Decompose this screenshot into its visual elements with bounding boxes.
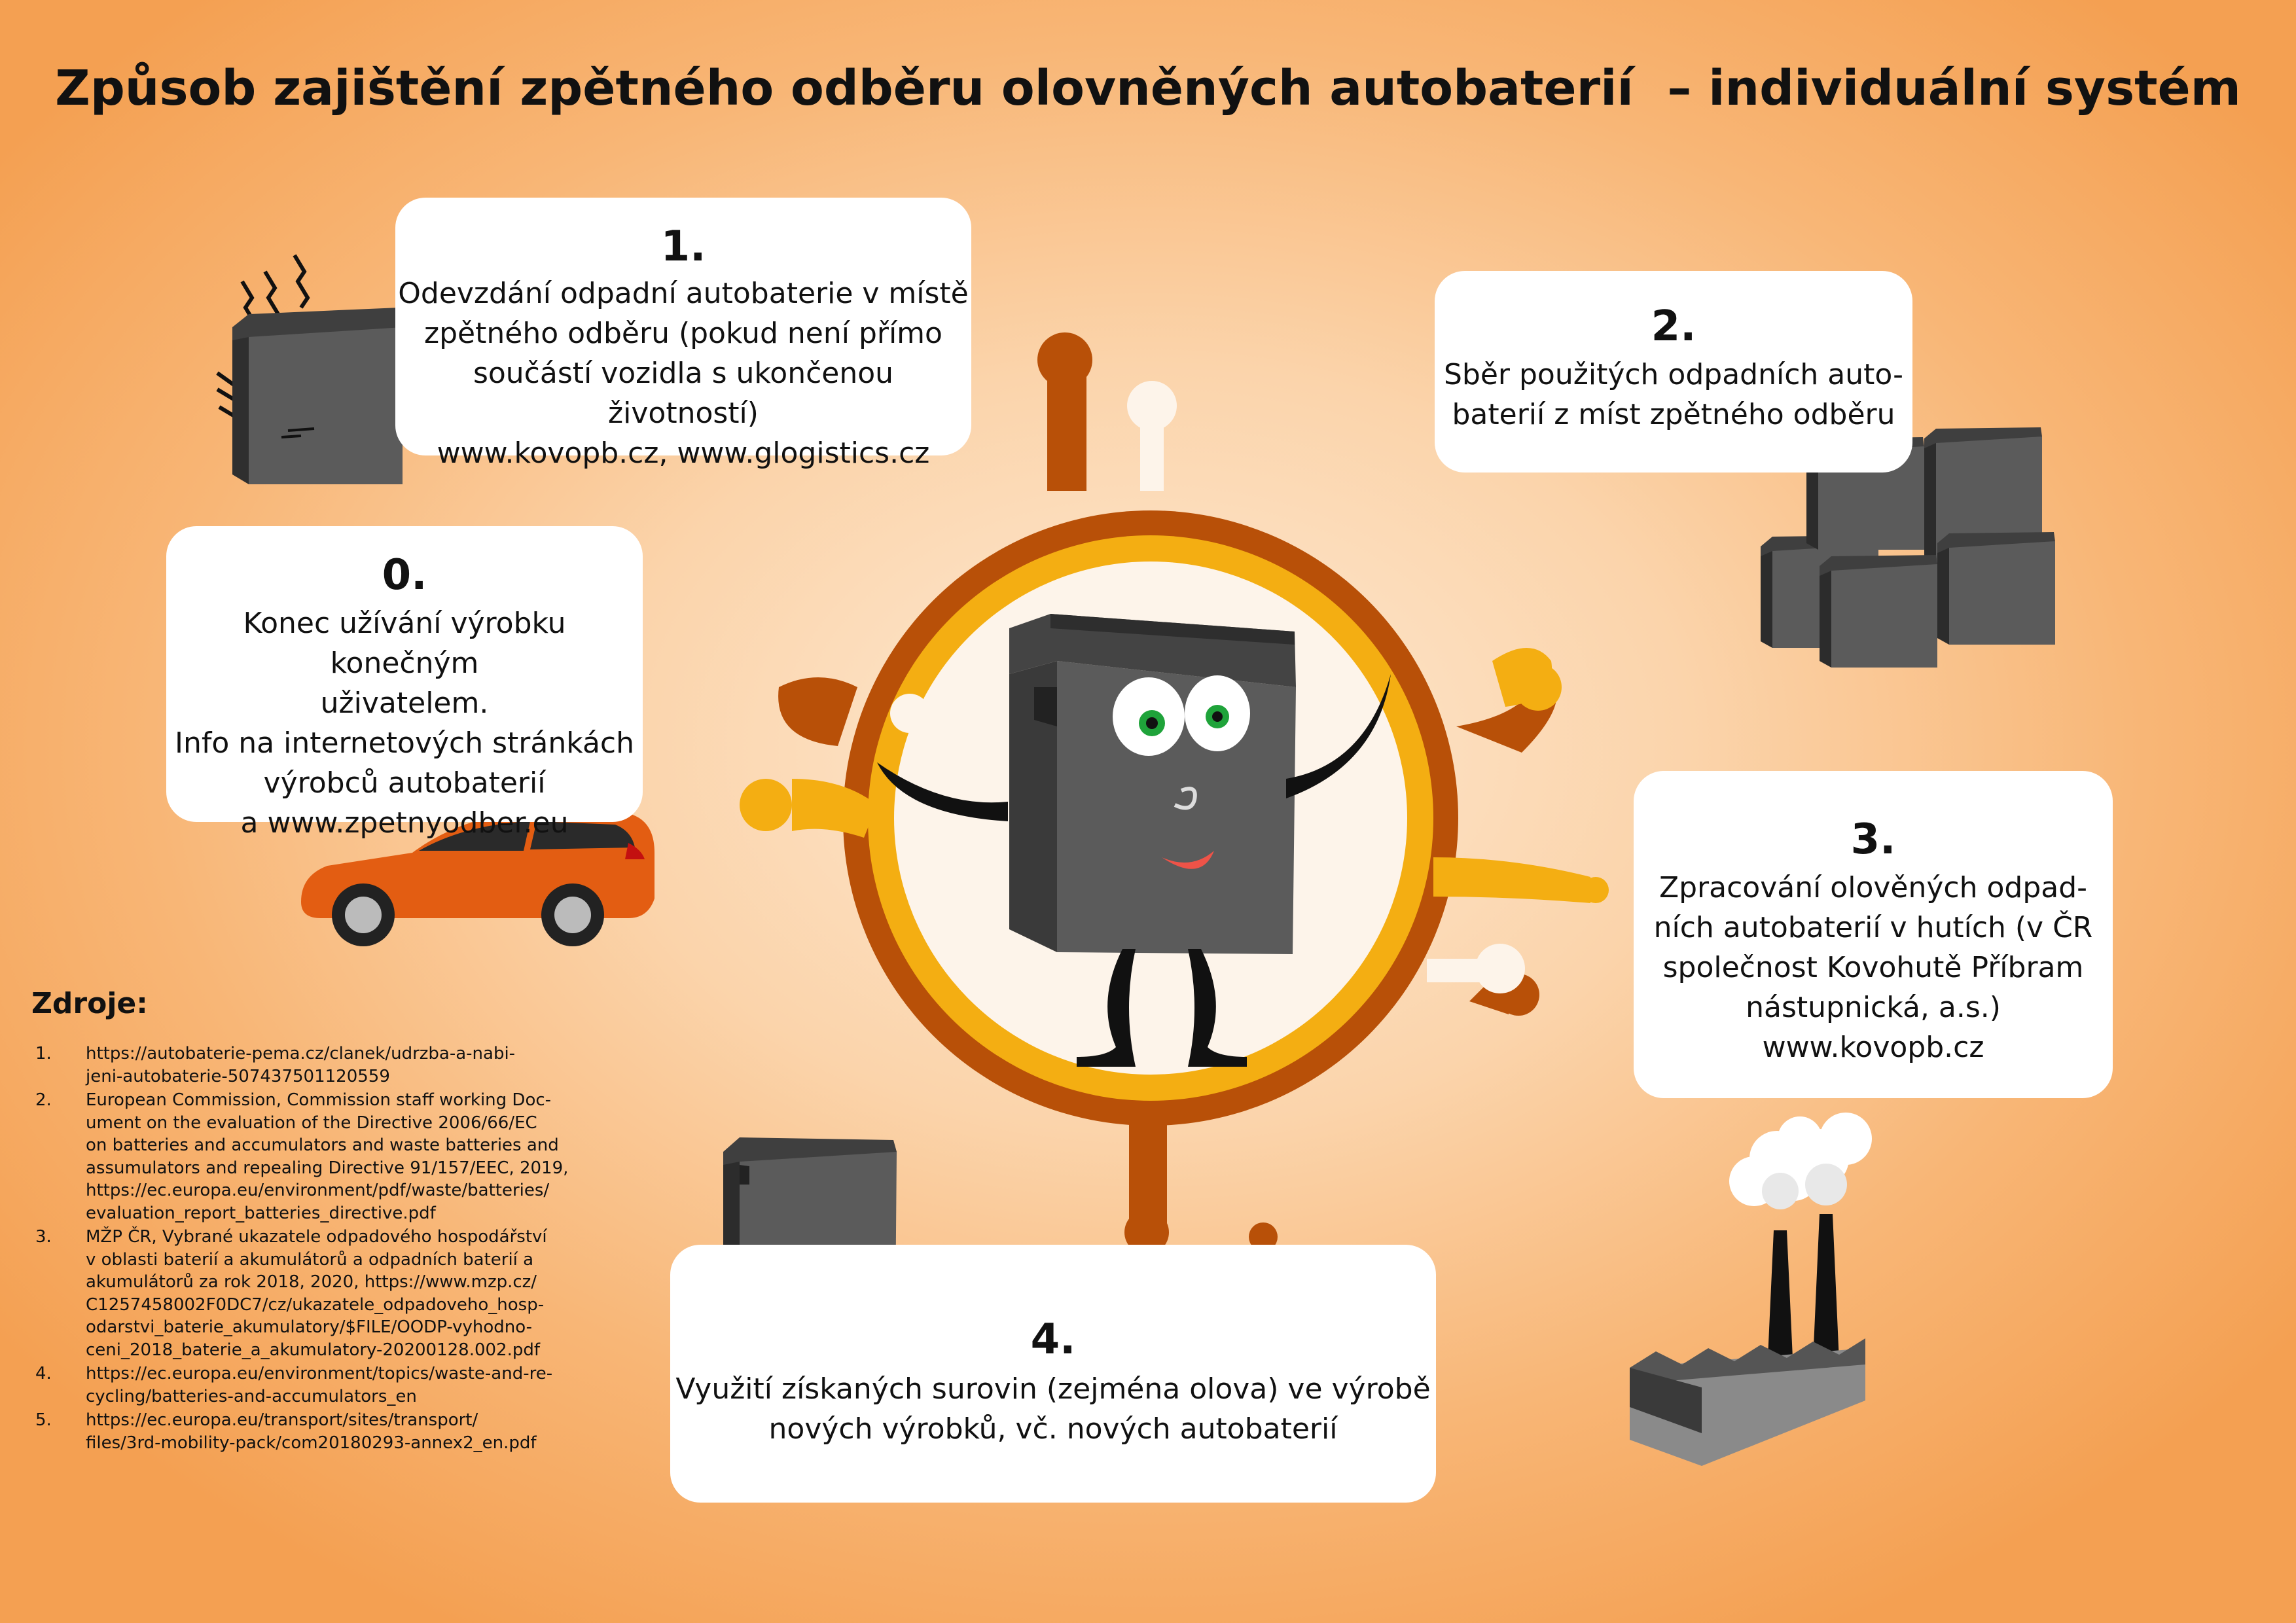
step-card-1 bbox=[395, 198, 971, 471]
step-card-3 bbox=[1634, 771, 2113, 1098]
source-item bbox=[31, 1409, 607, 1454]
step-text: Sběr použitých odpadních auto- baterií z míst zpětného odběru bbox=[1444, 358, 1903, 432]
source-number: 4. bbox=[35, 1364, 52, 1383]
source-number: 2. bbox=[35, 1090, 52, 1110]
step-card-2 bbox=[1435, 271, 1912, 473]
sources-section bbox=[31, 987, 607, 1455]
step-number: 0. bbox=[382, 551, 427, 599]
step-card-0 bbox=[166, 526, 643, 840]
source-text: https://autobaterie-pema.cz/clanek/udrzba-a-nabi- jeni-autobaterie-507437501120559 bbox=[86, 1044, 516, 1086]
sources-list bbox=[31, 1043, 607, 1454]
step-text: Odevzdání odpadní autobaterie v místě zpětného odběru (pokud není přímo součástí vozidla s ukončenou životností) www.kovopb.cz, www.glogistics.cz bbox=[398, 277, 969, 471]
step-text: Využití získaných surovin (zejména olova) ve výrobě nových výrobků, vč. nových autobaterií bbox=[675, 1372, 1431, 1446]
source-number: 3. bbox=[35, 1227, 52, 1247]
source-item bbox=[31, 1089, 607, 1224]
source-text: https://ec.europa.eu/environment/topics/waste-and-re- cycling/batteries-and-accumulators_en bbox=[86, 1364, 553, 1406]
step-number: 2. bbox=[1651, 302, 1696, 351]
source-item bbox=[31, 1043, 607, 1088]
overheating-battery-illustration bbox=[209, 242, 419, 491]
step-number: 3. bbox=[1850, 815, 1896, 864]
source-text: https://ec.europa.eu/transport/sites/transport/ files/3rd-mobility-pack/com20180293-annex2_en.pdf bbox=[86, 1410, 537, 1453]
step-text: Konec užívání výrobku konečným uživatelem. Info na internetových stránkách výrobců autobaterií a www.zpetnyodber.eu bbox=[175, 607, 634, 840]
step-number: 4. bbox=[1030, 1315, 1076, 1364]
source-number: 1. bbox=[35, 1044, 52, 1063]
source-text: MŽP ČR, Vybrané ukazatele odpadového hospodářství v oblasti baterií a akumulátorů a odpadních baterií a akumulátorů za rok 2018, 2020, https://www.mzp.cz/ C1257458002F0DC7/cz/ukazatele_odpadoveho_hosp- odarstvi_baterie_akumulatory/$FILE/OODP-vyhodno- ceni_2018_baterie_a_akumulatory-20200128.002.pdf bbox=[86, 1227, 547, 1360]
page-title: Způsob zajištění zpětného odběru olovněných autobaterií – individuální systém bbox=[55, 60, 2241, 116]
step-card-4 bbox=[670, 1245, 1436, 1503]
source-number: 5. bbox=[35, 1410, 52, 1430]
step-number: 1. bbox=[660, 223, 706, 271]
source-item bbox=[31, 1226, 607, 1361]
step-text: Zpracování olověných odpad- ních autobaterií v hutích (v ČR společnost Kovohutě Příbram nástupnická, a.s.) www.kovopb.cz bbox=[1653, 871, 2093, 1065]
sources-heading: Zdroje: bbox=[31, 987, 148, 1020]
factory-illustration bbox=[1623, 1113, 1964, 1466]
source-text: European Commission, Commission staff working Doc- ument on the evaluation of the Directive 2006/66/EC on batteries and accumulators and waste batteries and assumulators and repealing Directive 91/157/EEC, 2019, https://ec.europa.eu/environment/pdf/waste/batteries/ evaluation_report_batteries_directive.pdf bbox=[86, 1090, 569, 1223]
source-item bbox=[31, 1363, 607, 1408]
